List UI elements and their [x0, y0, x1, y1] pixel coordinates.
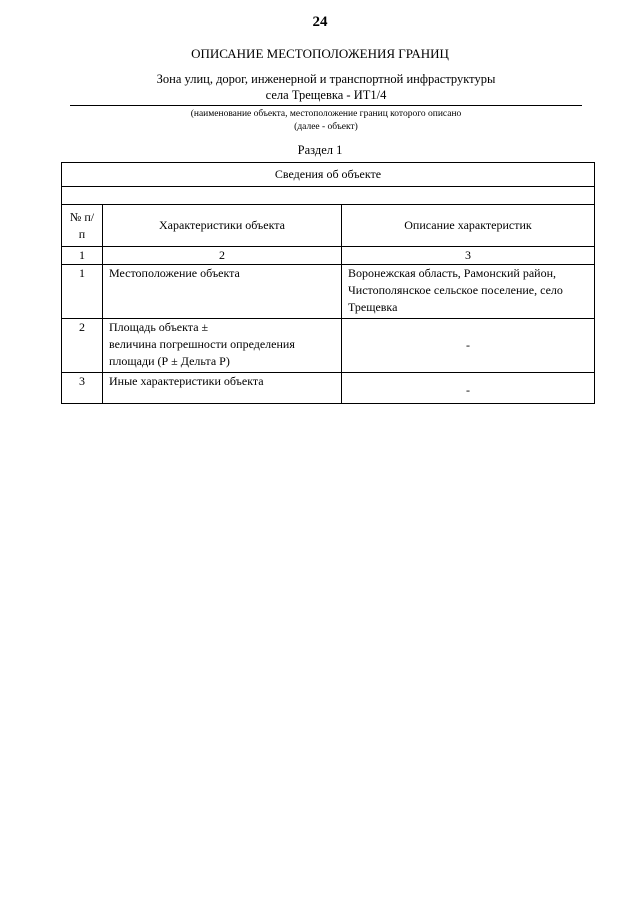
object-info-table: [61, 162, 595, 404]
column-index-1: 1: [62, 247, 103, 265]
column-header-characteristics: Характеристики объекта: [103, 205, 342, 247]
caption-line1: (наименование объекта, местоположение границ которого описано: [190, 109, 462, 119]
column-index-2: 2: [103, 247, 342, 265]
row-characteristic-line1: Площадь объекта ±: [109, 320, 209, 334]
row-characteristic-line2: величина погрешности определения площади (Р ± Дельта Р): [109, 337, 295, 368]
caption-line2: (далее - объект): [294, 122, 358, 132]
row-number: 1: [62, 265, 103, 319]
row-description: -: [342, 373, 595, 404]
table-empty-row: [62, 187, 595, 205]
table-row: [62, 265, 595, 319]
underline-divider: [70, 105, 582, 106]
column-index-3: 3: [342, 247, 595, 265]
row-description: Воронежская область, Рамонский район, Чистополянское сельское поселение, село Трещевка: [342, 265, 595, 319]
object-name-line2: села Трещевка - ИТ1/4: [265, 88, 387, 102]
row-description: -: [342, 319, 595, 373]
row-number: 3: [62, 373, 103, 404]
column-header-description: Описание характеристик: [342, 205, 595, 247]
row-characteristic: Местоположение объекта: [103, 265, 342, 319]
row-number: 2: [62, 319, 103, 373]
table-header: Сведения об объекте: [62, 163, 595, 187]
document-title: ОПИСАНИЕ МЕСТОПОЛОЖЕНИЯ ГРАНИЦ: [191, 46, 449, 61]
object-name-line1: Зона улиц, дорог, инженерной и транспортной инфраструктуры: [156, 72, 496, 86]
row-characteristic: Иные характеристики объекта: [103, 373, 342, 404]
column-header-number: № п/п: [62, 205, 103, 247]
table-row: [62, 319, 595, 373]
row-characteristic: [103, 319, 342, 373]
table-row: [62, 373, 595, 404]
object-name: [70, 71, 582, 103]
page-number: 24: [312, 14, 328, 30]
section-heading: Раздел 1: [297, 143, 343, 157]
object-caption: [70, 108, 582, 134]
